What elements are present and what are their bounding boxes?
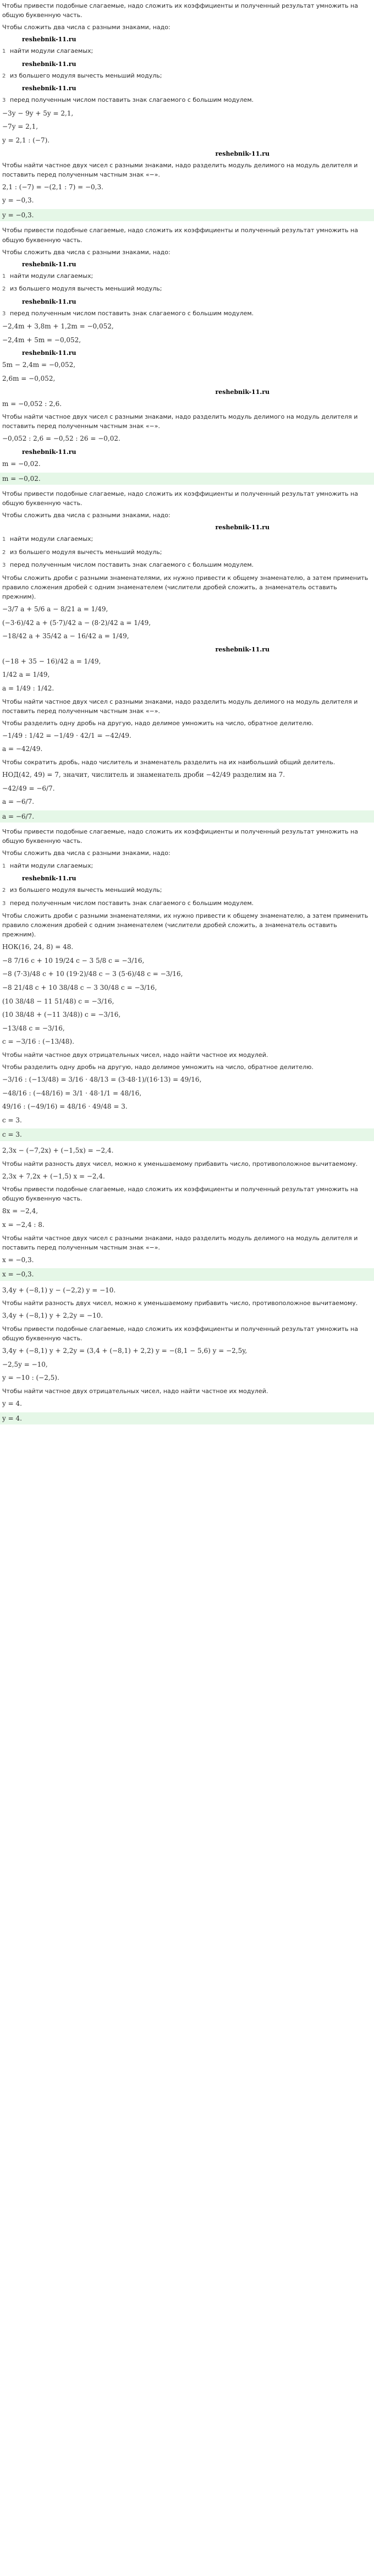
equation-line: a = −42/49. bbox=[2, 745, 43, 753]
watermark: reshebnik-11.ru bbox=[22, 260, 76, 268]
explanation-paragraph: Чтобы привести подобные слагаемые, надо сложить их коэффициенты и полученный результат умножить на общую буквенную часть. bbox=[2, 1325, 358, 1342]
numbered-step bbox=[0, 885, 374, 895]
equation-line: −8 (7·3)/48 c + 10 (19·2)/48 c − 3 (5·6)/48 c = −3/16, bbox=[2, 970, 183, 978]
numbered-step bbox=[0, 534, 374, 544]
equation-line: −2,4m + 3,8m + 1,2m = −0,052, bbox=[2, 322, 114, 331]
explanation-paragraph: Чтобы привести подобные слагаемые, надо сложить их коэффициенты и полученный результат умножить на общую буквенную часть. bbox=[2, 227, 358, 244]
equation-line: (10 38/48 − 11 51/48) c = −3/16, bbox=[2, 997, 114, 1005]
watermark: reshebnik-11.ru bbox=[215, 645, 270, 653]
equation-line: 2,3x + 7,2x + (−1,5) x = −2,4. bbox=[2, 1172, 105, 1180]
step-number: 1 bbox=[2, 48, 6, 55]
equation-line: a = 1/49 : 1/42. bbox=[2, 684, 54, 693]
equation-line: −8 21/48 c + 10 38/48 c − 3 30/48 c = −3/16, bbox=[2, 984, 157, 991]
numbered-step bbox=[0, 71, 374, 81]
equation-line: −0,052 : 2,6 = −0,52 : 26 = −0,02. bbox=[2, 435, 120, 443]
equation-line: x = −0,3. bbox=[2, 1256, 34, 1264]
numbered-step bbox=[0, 560, 374, 570]
step-number: 3 bbox=[2, 97, 6, 104]
watermark: reshebnik-11.ru bbox=[22, 36, 76, 43]
equation-line: −18/42 a + 35/42 a − 16/42 a = 1/49, bbox=[2, 632, 129, 640]
equation-line: НОД(42, 49) = 7, значит, числитель и знаменатель дроби −42/49 разделим на 7. bbox=[2, 771, 285, 779]
equation-line: −3/7 a + 5/6 a − 8/21 a = 1/49, bbox=[2, 605, 108, 613]
equation-line: 1/42 a = 1/49, bbox=[2, 671, 50, 679]
answer-line: y = 4. bbox=[0, 1412, 374, 1425]
equation-line: y = −10 : (−2,5). bbox=[2, 1374, 59, 1382]
equation-line: 2,3x − (−7,2x) + (−1,5x) = −2,4. bbox=[2, 1147, 114, 1155]
explanation-paragraph: Чтобы привести подобные слагаемые, надо сложить их коэффициенты и полученный результат умножить на общую буквенную часть. bbox=[2, 828, 358, 845]
explanation-paragraph: Чтобы сложить дроби с разными знаменателями, их нужно привести к общему знаменателю, а затем применить правило сложения дробей с одним знаменателем (числители дробей сложить, а знаменатель оставить прежним). bbox=[2, 912, 369, 939]
equation-line: y = 2,1 : (−7). bbox=[2, 136, 50, 144]
watermark: reshebnik-11.ru bbox=[22, 60, 76, 68]
answer-line: m = −0,02. bbox=[0, 473, 374, 485]
answer-line: y = −0,3. bbox=[0, 209, 374, 222]
equation-line: НОК(16, 24, 8) = 48. bbox=[2, 943, 74, 951]
step-text: из большего модуля вычесть меньший модуль; bbox=[10, 72, 162, 79]
equation-line: a = −6/7. bbox=[2, 798, 35, 806]
numbered-step bbox=[0, 95, 374, 105]
watermark: reshebnik-11.ru bbox=[22, 448, 76, 456]
equation-line: m = −0,02. bbox=[2, 460, 41, 468]
explanation-paragraph: Чтобы найти частное двух чисел с разными знаками, надо разделить модуль делимого на модуль делителя и поставить перед полученным частным знак «−». bbox=[2, 161, 358, 178]
explanation-paragraph: Чтобы сложить два числа с разными знаками, надо: bbox=[2, 512, 170, 519]
step-text: найти модули слагаемых; bbox=[10, 535, 94, 543]
equation-line: −13/48 c = −3/16, bbox=[2, 1024, 65, 1032]
equation-line: −7y = 2,1, bbox=[2, 123, 38, 131]
equation-line: −48/16 : (−48/16) = 3/1 · 48·1/1 = 48/16, bbox=[2, 1089, 142, 1097]
numbered-step bbox=[0, 861, 374, 871]
equation-line: −3y − 9y + 5y = 2,1, bbox=[2, 109, 74, 117]
numbered-step bbox=[0, 46, 374, 56]
step-number: 2 bbox=[2, 549, 6, 556]
watermark: reshebnik-11.ru bbox=[215, 388, 270, 396]
explanation-paragraph: Чтобы сократить дробь, надо числитель и знаменатель разделить на их наибольший общий делитель. bbox=[2, 758, 336, 766]
explanation-paragraph: Чтобы найти частное двух чисел с разными знаками, надо разделить модуль делимого на модуль делителя и поставить перед полученным частным знак «−». bbox=[2, 698, 358, 715]
answer-line: c = 3. bbox=[0, 1128, 374, 1141]
equation-line: 2,1 : (−7) = −(2,1 : 7) = −0,3. bbox=[2, 183, 103, 191]
equation-line: −2,4m + 5m = −0,052, bbox=[2, 336, 81, 344]
step-text: перед полученным числом поставить знак слагаемого с большим модулем. bbox=[10, 96, 254, 104]
explanation-paragraph: Чтобы найти частное двух чисел с разными знаками, надо разделить модуль делимого на модуль делителя и поставить перед полученным частным знак «−». bbox=[2, 1234, 358, 1251]
step-text: перед полученным числом поставить знак слагаемого с большим модулем. bbox=[10, 899, 254, 907]
equation-line: 8x = −2,4, bbox=[2, 1207, 38, 1215]
watermark: reshebnik-11.ru bbox=[22, 349, 76, 357]
equation-line: −8 7/16 c + 10 19/24 c − 3 5/8 c = −3/16, bbox=[2, 956, 145, 964]
numbered-step bbox=[0, 271, 374, 281]
numbered-step bbox=[0, 547, 374, 557]
step-number: 3 bbox=[2, 310, 6, 317]
step-number: 1 bbox=[2, 273, 6, 279]
equation-line: 2,6m = −0,052, bbox=[2, 375, 56, 383]
equation-line: c = 3. bbox=[2, 1116, 22, 1124]
watermark: reshebnik-11.ru bbox=[22, 298, 76, 305]
step-text: из большего модуля вычесть меньший модуль; bbox=[10, 548, 162, 556]
equation-line: c = −3/16 : (−13/48). bbox=[2, 1038, 74, 1046]
step-text: найти модули слагаемых; bbox=[10, 862, 94, 869]
explanation-paragraph: Чтобы найти частное двух отрицательных чисел, надо найти частное их модулей. bbox=[2, 1051, 268, 1059]
explanation-paragraph: Чтобы сложить два числа с разными знаками, надо: bbox=[2, 248, 170, 256]
step-number: 1 bbox=[2, 863, 6, 869]
numbered-step bbox=[0, 309, 374, 319]
step-number: 3 bbox=[2, 900, 6, 907]
equation-line: 49/16 : (−49/16) = 48/16 · 49/48 = 3. bbox=[2, 1103, 128, 1111]
equation-line: y = 4. bbox=[2, 1399, 22, 1407]
step-text: из большего модуля вычесть меньший модуль; bbox=[10, 285, 162, 293]
explanation-paragraph: Чтобы привести подобные слагаемые, надо сложить их коэффициенты и полученный результат умножить на общую буквенную часть. bbox=[2, 1186, 358, 1203]
step-text: найти модули слагаемых; bbox=[10, 272, 94, 279]
watermark: reshebnik-11.ru bbox=[22, 875, 76, 883]
step-text: перед полученным числом поставить знак слагаемого с большим модулем. bbox=[10, 309, 254, 317]
answer-line: a = −6/7. bbox=[0, 810, 374, 823]
explanation-paragraph: Чтобы найти разность двух чисел, можно к уменьшаемому прибавить число, противоположное вычитаемому. bbox=[2, 1160, 358, 1168]
answer-line: x = −0,3. bbox=[0, 1268, 374, 1281]
equation-line: 3,4y + (−8,1) y + 2,2y = (3,4 + (−8,1) + 2,2) y = −(8,1 − 5,6) y = −2,5y, bbox=[2, 1347, 248, 1355]
explanation-paragraph: Чтобы разделить одну дробь на другую, надо делимое умножить на число, обратное делителю. bbox=[2, 1064, 314, 1071]
explanation-paragraph: Чтобы сложить два числа с разными знаками, надо: bbox=[2, 24, 170, 31]
equation-line: −2,5y = −10, bbox=[2, 1360, 48, 1368]
watermark: reshebnik-11.ru bbox=[22, 85, 76, 92]
step-text: из большего модуля вычесть меньший модуль; bbox=[10, 886, 162, 894]
explanation-paragraph: Чтобы привести подобные слагаемые, надо сложить их коэффициенты и полученный результат умножить на общую буквенную часть. bbox=[2, 490, 358, 507]
step-number: 2 bbox=[2, 286, 6, 293]
explanation-paragraph: Чтобы сложить два числа с разными знаками, надо: bbox=[2, 849, 170, 857]
explanation-paragraph: Чтобы сложить дроби с разными знаменателями, их нужно привести к общему знаменателю, а затем применить правило сложения дробей с одним знаменателем (числители дробей сложить, а знаменатель оставить прежним). bbox=[2, 574, 369, 600]
step-text: перед полученным числом поставить знак слагаемого с большим модулем. bbox=[10, 561, 254, 569]
equation-line: m = −0,052 : 2,6. bbox=[2, 399, 62, 408]
watermark: reshebnik-11.ru bbox=[215, 524, 270, 531]
equation-line: (−18 + 35 − 16)/42 a = 1/49, bbox=[2, 657, 101, 665]
explanation-paragraph: Чтобы найти разность двух чисел, можно к уменьшаемому прибавить число, противоположное вычитаемому. bbox=[2, 1300, 358, 1307]
watermark: reshebnik-11.ru bbox=[215, 150, 270, 157]
explanation-paragraph: Чтобы разделить одну дробь на другую, надо делимое умножить на число, обратное делителю. bbox=[2, 719, 314, 727]
step-number: 3 bbox=[2, 562, 6, 569]
step-number: 1 bbox=[2, 536, 6, 543]
explanation-paragraph: Чтобы найти частное двух отрицательных чисел, надо найти частное их модулей. bbox=[2, 1387, 268, 1395]
equation-line: (10 38/48 + (−11 3/48)) c = −3/16, bbox=[2, 1011, 121, 1019]
equation-line: −3/16 : (−13/48) = 3/16 · 48/13 = (3·48·1)/(16·13) = 49/16, bbox=[2, 1076, 202, 1084]
explanation-paragraph: Чтобы привести подобные слагаемые, надо сложить их коэффициенты и полученный результат умножить на общую буквенную часть. bbox=[2, 2, 358, 19]
equation-line: −1/49 : 1/42 = −1/49 · 42/1 = −42/49. bbox=[2, 731, 131, 739]
equation-line: y = −0,3. bbox=[2, 196, 34, 205]
step-number: 2 bbox=[2, 887, 6, 894]
step-text: найти модули слагаемых; bbox=[10, 47, 94, 55]
equation-line: 5m − 2,4m = −0,052, bbox=[2, 361, 76, 369]
numbered-step bbox=[0, 898, 374, 908]
equation-line: −42/49 = −6/7. bbox=[2, 784, 55, 792]
numbered-step bbox=[0, 284, 374, 294]
step-number: 2 bbox=[2, 73, 6, 79]
equation-line: 3,4y + (−8,1) y − (−2,2) y = −10. bbox=[2, 1286, 116, 1294]
equation-line: (−3·6)/42 a + (5·7)/42 a − (8·2)/42 a = 1/49, bbox=[2, 618, 151, 627]
equation-line: x = −2,4 : 8. bbox=[2, 1220, 45, 1229]
equation-line: 3,4y + (−8,1) y + 2,2y = −10. bbox=[2, 1312, 103, 1320]
explanation-paragraph: Чтобы найти частное двух чисел с разными знаками, надо разделить модуль делимого на модуль делителя и поставить перед полученным частным знак «−». bbox=[2, 413, 358, 430]
